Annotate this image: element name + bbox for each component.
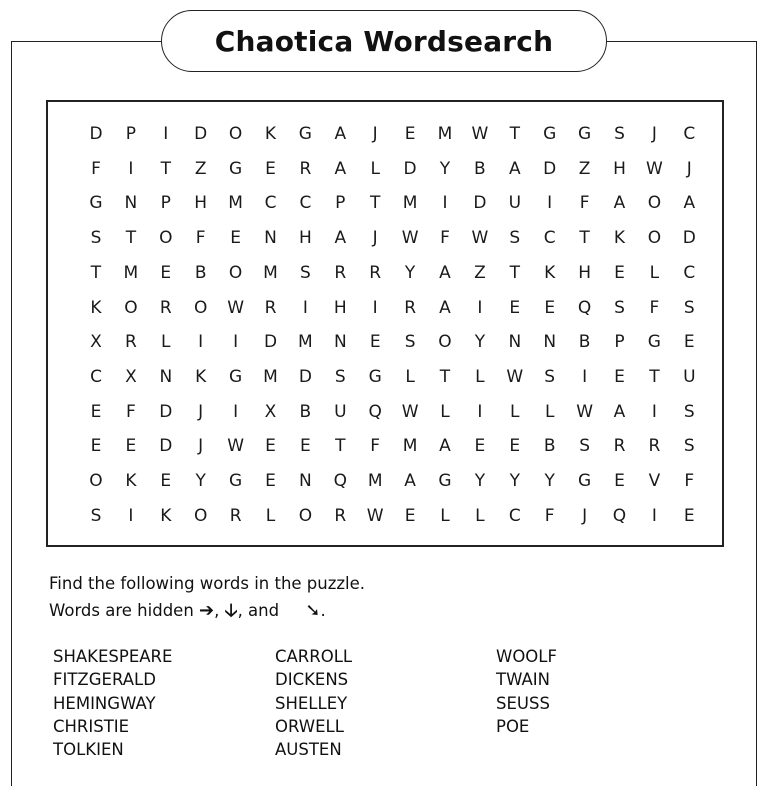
- grid-letter: Y: [474, 332, 486, 353]
- grid-letter: U: [334, 401, 347, 422]
- instruction-line-1: Find the following words in the puzzle.: [49, 574, 366, 593]
- grid-letter: I: [477, 401, 483, 422]
- search-word: HEMINGWAY: [53, 693, 156, 713]
- grid-letter: U: [508, 193, 522, 214]
- grid-letter: A: [508, 158, 521, 179]
- grid-letter: T: [509, 124, 520, 144]
- grid-letter: I: [302, 297, 308, 318]
- page-title: Chaotica Wordsearch: [214, 24, 554, 58]
- grid-letter: W: [471, 124, 489, 144]
- grid-letter: L: [475, 366, 485, 387]
- search-word: SEUSS: [496, 693, 550, 713]
- grid-letter: K: [90, 297, 102, 318]
- grid-letter: H: [298, 228, 312, 249]
- grid-letter: K: [195, 366, 207, 387]
- grid-letter: G: [578, 471, 592, 491]
- grid-letter: F: [649, 297, 660, 318]
- grid-letter: J: [198, 436, 204, 457]
- grid-letter: Q: [612, 505, 627, 526]
- instruction-prefix: Words are hidden: [49, 601, 194, 620]
- grid-letter: X: [90, 332, 102, 353]
- grid-letter: E: [300, 436, 311, 457]
- grid-letter: I: [651, 401, 657, 422]
- grid-letter: W: [401, 401, 419, 422]
- grid-letter: I: [163, 124, 169, 144]
- grid-letter: M: [402, 436, 418, 457]
- grid-letter: D: [159, 436, 173, 457]
- grid-letter: F: [370, 436, 381, 457]
- grid-letter: I: [233, 332, 239, 353]
- grid-letter: D: [298, 366, 312, 387]
- grid-letter: R: [404, 297, 416, 318]
- grid-letter: O: [193, 297, 208, 318]
- grid-letter: K: [264, 124, 277, 144]
- grid-letter: H: [194, 193, 208, 214]
- grid-letter: S: [614, 124, 625, 144]
- grid-letter: T: [125, 228, 137, 249]
- grid-letter: F: [91, 158, 101, 179]
- grid-letter: S: [683, 436, 695, 457]
- grid-letter: W: [645, 158, 663, 179]
- search-word: AUSTEN: [275, 740, 342, 760]
- grid-letter: T: [335, 436, 346, 457]
- grid-letter: E: [369, 332, 381, 353]
- grid-letter: G: [298, 124, 312, 144]
- grid-letter: G: [438, 471, 452, 491]
- grid-letter: E: [404, 505, 416, 526]
- grid-letter: E: [265, 471, 276, 491]
- grid-letter: G: [578, 124, 592, 144]
- grid-letter: M: [263, 262, 278, 283]
- grid-letter: R: [648, 436, 661, 457]
- grid-letter: T: [509, 262, 520, 283]
- grid-letter: Y: [439, 158, 451, 179]
- grid-letter: D: [543, 158, 557, 179]
- separator: ,: [214, 601, 220, 620]
- grid-letter: H: [578, 262, 591, 283]
- grid-letter: E: [160, 471, 172, 491]
- grid-letter: E: [90, 401, 102, 422]
- grid-letter: E: [509, 436, 521, 457]
- grid-letter: S: [334, 366, 346, 387]
- grid-letter: N: [264, 228, 277, 249]
- grid-letter: O: [647, 228, 662, 249]
- grid-letter: M: [123, 262, 139, 283]
- grid-letter: G: [229, 158, 243, 179]
- grid-letter: L: [265, 505, 276, 526]
- grid-letter: E: [614, 471, 625, 491]
- grid-letter: C: [299, 193, 312, 214]
- grid-letter: L: [440, 401, 450, 422]
- grid-letter: K: [613, 228, 626, 249]
- grid-letter: E: [265, 436, 276, 457]
- grid-letter: M: [298, 332, 313, 353]
- grid-letter: I: [233, 401, 239, 422]
- grid-letter: O: [298, 505, 313, 526]
- grid-letter: R: [264, 297, 277, 318]
- grid-letter: L: [370, 158, 380, 179]
- search-word: CARROLL: [275, 647, 353, 666]
- grid-letter: W: [227, 297, 244, 318]
- grid-letter: E: [683, 332, 695, 353]
- grid-letter: X: [125, 366, 137, 387]
- grid-letter: D: [682, 228, 696, 249]
- grid-letter: E: [544, 297, 556, 318]
- grid-letter: R: [124, 332, 137, 353]
- grid-letter: H: [613, 158, 626, 179]
- grid-letter: J: [582, 505, 588, 526]
- grid-letter: D: [263, 332, 278, 353]
- grid-letter: F: [440, 228, 450, 249]
- grid-letter: Y: [544, 471, 555, 491]
- grid-letter: B: [194, 262, 207, 283]
- grid-letter: C: [90, 366, 102, 387]
- grid-letter: T: [649, 366, 660, 387]
- grid-letter: F: [579, 193, 590, 214]
- grid-letter: E: [160, 262, 172, 283]
- grid-letter: P: [125, 124, 137, 144]
- separator: , and: [237, 601, 280, 620]
- grid-letter: B: [578, 332, 591, 353]
- grid-letter: J: [372, 124, 378, 144]
- grid-letter: F: [126, 401, 136, 422]
- grid-letter: O: [228, 262, 243, 283]
- grid-letter: O: [647, 193, 662, 214]
- grid-letter: R: [229, 505, 242, 526]
- grid-letter: G: [368, 366, 382, 387]
- grid-letter: H: [333, 297, 347, 318]
- grid-letter: T: [90, 262, 102, 283]
- search-word: ORWELL: [275, 716, 344, 736]
- grid-letter: R: [159, 297, 172, 318]
- title-banner: [161, 10, 607, 72]
- grid-letter: X: [264, 401, 277, 422]
- grid-letter: S: [509, 228, 521, 249]
- grid-letter: S: [299, 262, 311, 283]
- grid-letter: A: [334, 158, 347, 179]
- grid-letter: W: [401, 228, 419, 249]
- grid-letter: N: [333, 332, 347, 353]
- search-word: TWAIN: [496, 670, 550, 690]
- grid-letter: R: [613, 436, 626, 457]
- end-period: .: [320, 601, 326, 620]
- grid-letter: J: [198, 401, 204, 422]
- grid-letter: G: [647, 332, 661, 353]
- search-word: TOLKIEN: [53, 740, 124, 760]
- grid-letter: S: [579, 436, 590, 457]
- grid-letter: Y: [509, 471, 520, 491]
- grid-letter: W: [471, 228, 489, 249]
- grid-letter: R: [299, 158, 312, 179]
- grid-letter: O: [124, 297, 138, 318]
- grid-letter: O: [228, 124, 243, 144]
- grid-letter: O: [193, 505, 208, 526]
- instruction-line-2: [49, 598, 326, 628]
- grid-letter: D: [194, 124, 208, 144]
- grid-letter: C: [508, 505, 521, 526]
- grid-letter: E: [265, 158, 276, 179]
- grid-letter: A: [439, 297, 451, 318]
- grid-letter: T: [369, 193, 381, 214]
- grid-letter: N: [124, 193, 138, 214]
- grid-letter: D: [89, 124, 103, 144]
- grid-letter: W: [506, 366, 524, 387]
- grid-letter: S: [90, 228, 102, 249]
- grid-letter: J: [651, 124, 657, 144]
- grid-letter: E: [509, 297, 521, 318]
- grid-letter: N: [299, 471, 312, 491]
- grid-letter: O: [438, 332, 452, 353]
- grid-letter: S: [544, 366, 556, 387]
- grid-letter: S: [614, 297, 625, 318]
- grid-letter: F: [544, 505, 555, 526]
- grid-letter: A: [683, 193, 696, 214]
- grid-letter: O: [159, 228, 173, 249]
- grid-letter: U: [683, 366, 696, 387]
- arrow-diagonal-icon: ➘: [305, 600, 321, 621]
- grid-letter: A: [439, 262, 451, 283]
- grid-letter: I: [582, 366, 588, 387]
- grid-letter: O: [89, 471, 103, 491]
- grid-letter: D: [403, 158, 417, 179]
- grid-letter: R: [369, 262, 382, 283]
- grid-letter: T: [439, 366, 451, 387]
- grid-letter: I: [477, 297, 483, 318]
- grid-letter: Q: [577, 297, 592, 318]
- grid-letter: Y: [195, 471, 206, 491]
- grid-letter: A: [404, 471, 416, 491]
- grid-letter: R: [334, 262, 347, 283]
- grid-letter: M: [263, 366, 278, 387]
- grid-letter: L: [544, 401, 555, 422]
- grid-letter: C: [543, 228, 556, 249]
- search-word: FITZGERALD: [53, 670, 156, 690]
- grid-letter: A: [613, 193, 626, 214]
- grid-letter: L: [440, 505, 450, 526]
- grid-letter: I: [128, 158, 134, 179]
- grid-letter: D: [159, 401, 173, 422]
- grid-letter: G: [543, 124, 557, 144]
- grid-letter: K: [544, 262, 556, 283]
- arrow-down-icon: 🡣: [224, 600, 238, 621]
- grid-letter: G: [229, 366, 243, 387]
- grid-letter: E: [474, 436, 486, 457]
- grid-letter: L: [649, 262, 660, 283]
- grid-letter: I: [547, 193, 553, 214]
- search-word: DICKENS: [275, 670, 349, 690]
- grid-letter: J: [372, 228, 378, 249]
- grid-letter: F: [195, 228, 206, 249]
- grid-letter: B: [543, 436, 556, 457]
- grid-letter: Y: [404, 262, 416, 283]
- grid-letter: S: [683, 297, 695, 318]
- grid-letter: A: [334, 124, 347, 144]
- grid-letter: Z: [578, 158, 591, 179]
- letter-grid: [46, 100, 724, 547]
- grid-letter: R: [334, 505, 347, 526]
- grid-letter: M: [402, 193, 418, 214]
- grid-letter: P: [335, 193, 346, 214]
- grid-letter: A: [439, 436, 451, 457]
- grid-letter: G: [89, 193, 103, 214]
- grid-letter: P: [160, 193, 171, 214]
- grid-letter: L: [510, 401, 520, 422]
- grid-letter: T: [579, 228, 590, 249]
- grid-letter: J: [686, 158, 692, 179]
- grid-letter: S: [90, 505, 102, 526]
- grid-letter: A: [613, 401, 626, 422]
- grid-letter: W: [227, 436, 244, 457]
- grid-letter: P: [614, 332, 625, 353]
- search-word: WOOLF: [496, 647, 557, 666]
- grid-letter: N: [508, 332, 522, 353]
- grid-letter: E: [614, 366, 625, 387]
- grid-letter: L: [161, 332, 171, 353]
- grid-letter: Q: [368, 401, 382, 422]
- grid-letter: A: [334, 228, 347, 249]
- grid-letter: I: [128, 505, 134, 526]
- grid-letter: E: [125, 436, 137, 457]
- grid-letter: M: [228, 193, 243, 214]
- grid-letter: S: [683, 401, 695, 422]
- grid-letter: L: [405, 366, 415, 387]
- grid-letter: L: [475, 505, 485, 526]
- grid-letter: M: [437, 124, 453, 144]
- grid-letter: I: [442, 193, 448, 214]
- grid-letter: S: [404, 332, 416, 353]
- grid-letter: W: [366, 505, 384, 526]
- search-word: POE: [496, 716, 530, 736]
- grid-letter: E: [404, 124, 416, 144]
- grid-letter: I: [372, 297, 378, 318]
- grid-letter: Z: [474, 262, 486, 283]
- grid-letter: F: [684, 471, 695, 491]
- arrow-right-icon: ➔: [199, 600, 215, 621]
- grid-letter: Z: [194, 158, 207, 179]
- grid-letter: D: [473, 193, 487, 214]
- grid-letter: E: [90, 436, 102, 457]
- grid-letter: N: [543, 332, 557, 353]
- grid-letter: M: [367, 471, 383, 491]
- grid-letter: T: [160, 158, 171, 179]
- grid-letter: C: [683, 262, 696, 283]
- search-word: SHELLEY: [275, 693, 348, 713]
- grid-letter: C: [264, 193, 277, 214]
- grid-letter: Q: [333, 471, 347, 491]
- search-word: SHAKESPEARE: [53, 647, 173, 666]
- grid-letter: I: [198, 332, 204, 353]
- grid-letter: B: [474, 158, 486, 179]
- grid-letter: I: [651, 505, 657, 526]
- grid-letter: E: [230, 228, 241, 249]
- grid-letter: K: [160, 505, 172, 526]
- grid-letter: K: [125, 471, 137, 491]
- grid-letter: E: [614, 262, 625, 283]
- grid-letter: Y: [474, 471, 486, 491]
- grid-letter: B: [299, 401, 312, 422]
- grid-letter: E: [683, 505, 695, 526]
- grid-letter: N: [159, 366, 173, 387]
- grid-letter: W: [576, 401, 593, 422]
- grid-letter: V: [648, 471, 661, 491]
- grid-letter: G: [229, 471, 243, 491]
- search-word: CHRISTIE: [53, 716, 130, 736]
- grid-letter: C: [683, 124, 696, 144]
